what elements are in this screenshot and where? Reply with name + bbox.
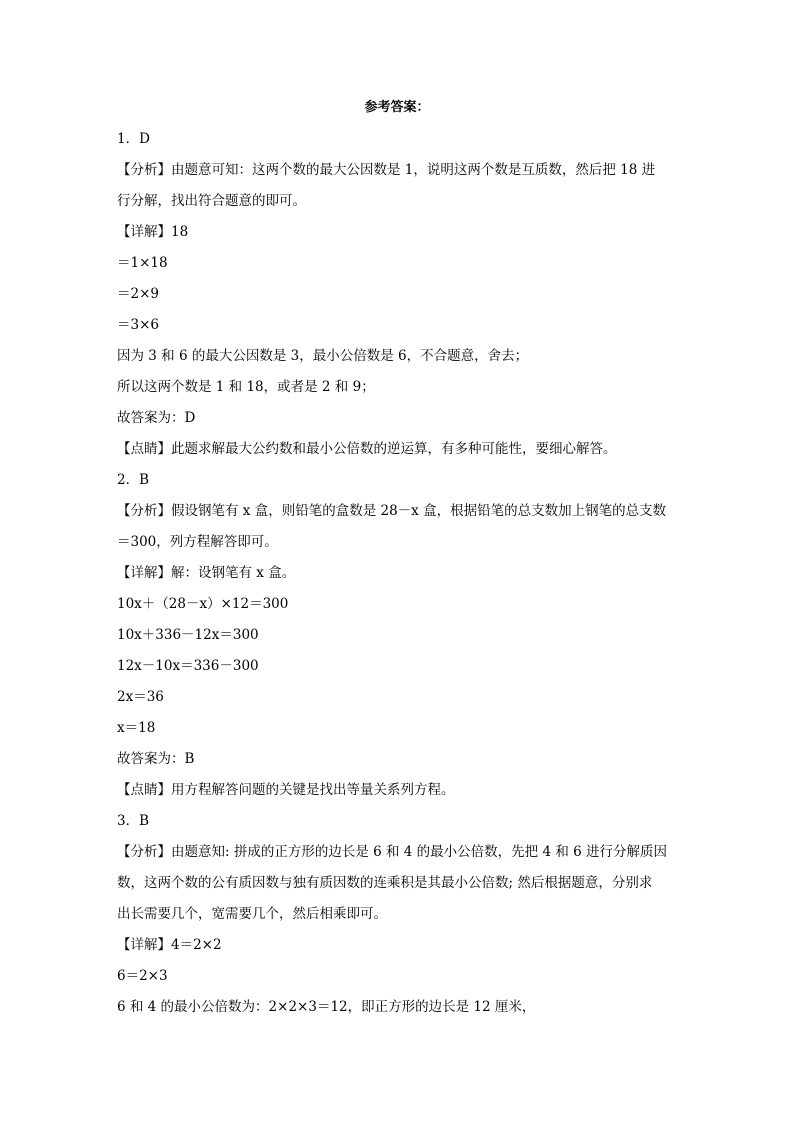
text-line: ＝1×18 — [117, 255, 168, 271]
text-line: 6 和 4 的最小公倍数为：2×2×3＝12，即正方形的边长是 12 厘米， — [117, 999, 536, 1015]
text-line: 所以这两个数是 1 和 18，或者是 2 和 9； — [117, 379, 375, 395]
text-line: 3．B — [117, 813, 150, 829]
text-line: 故答案为：B — [117, 751, 195, 767]
text-line: x＝18 — [117, 720, 156, 736]
text-line: ＝2×9 — [117, 286, 159, 302]
text-line: 6＝2×3 — [117, 968, 168, 984]
text-line: 【分析】由题意可知：这两个数的最大公因数是 1，说明这两个数是互质数，然后把 18 进 — [117, 162, 656, 178]
text-line: 【分析】假设钢笔有 x 盒，则铅笔的盒数是 28－x 盒，根据铅笔的总支数加上钢笔的总支数 — [117, 503, 667, 519]
text-line: 2x＝36 — [117, 689, 164, 705]
text-line: 出长需要几个，宽需要几个，然后相乘即可。 — [117, 906, 387, 922]
text-line: 因为 3 和 6 的最大公因数是 3，最小公倍数是 6，不合题意，舍去； — [117, 348, 529, 364]
text-line: 【详解】解：设钢笔有 x 盒。 — [117, 565, 296, 581]
text-line: 2．B — [117, 472, 150, 488]
text-line: 12x－10x＝336－300 — [117, 658, 259, 674]
text-line: 10x＋336－12x＝300 — [117, 627, 259, 643]
text-line: 数，这两个数的公有质因数与独有质因数的连乘积是其最小公倍数; 然后根据题意，分别求 — [117, 875, 653, 891]
answer-title: 参考答案： — [364, 100, 430, 115]
text-line: ＝300，列方程解答即可。 — [117, 534, 278, 550]
text-line: 【详解】18 — [117, 224, 189, 240]
text-line: 【分析】由题意知: 拼成的正方形的边长是 6 和 4 的最小公倍数，先把 4 和 6 进行分解质因 — [117, 844, 668, 860]
answer-body — [117, 124, 682, 1023]
text-line: 行分解，找出符合题意的即可。 — [117, 193, 306, 209]
text-line: ＝3×6 — [117, 317, 159, 333]
text-line: 【点睛】此题求解最大公约数和最小公倍数的逆运算，有多种可能性，要细心解答。 — [117, 441, 617, 457]
text-line: 【详解】4＝2×2 — [117, 937, 222, 953]
text-line: 故答案为：D — [117, 410, 196, 426]
text-line: 【点睛】用方程解答问题的关键是找出等量关系列方程。 — [117, 782, 455, 798]
text-line: 1．D — [117, 131, 150, 147]
text-line: 10x＋（28－x）×12＝300 — [117, 596, 289, 612]
